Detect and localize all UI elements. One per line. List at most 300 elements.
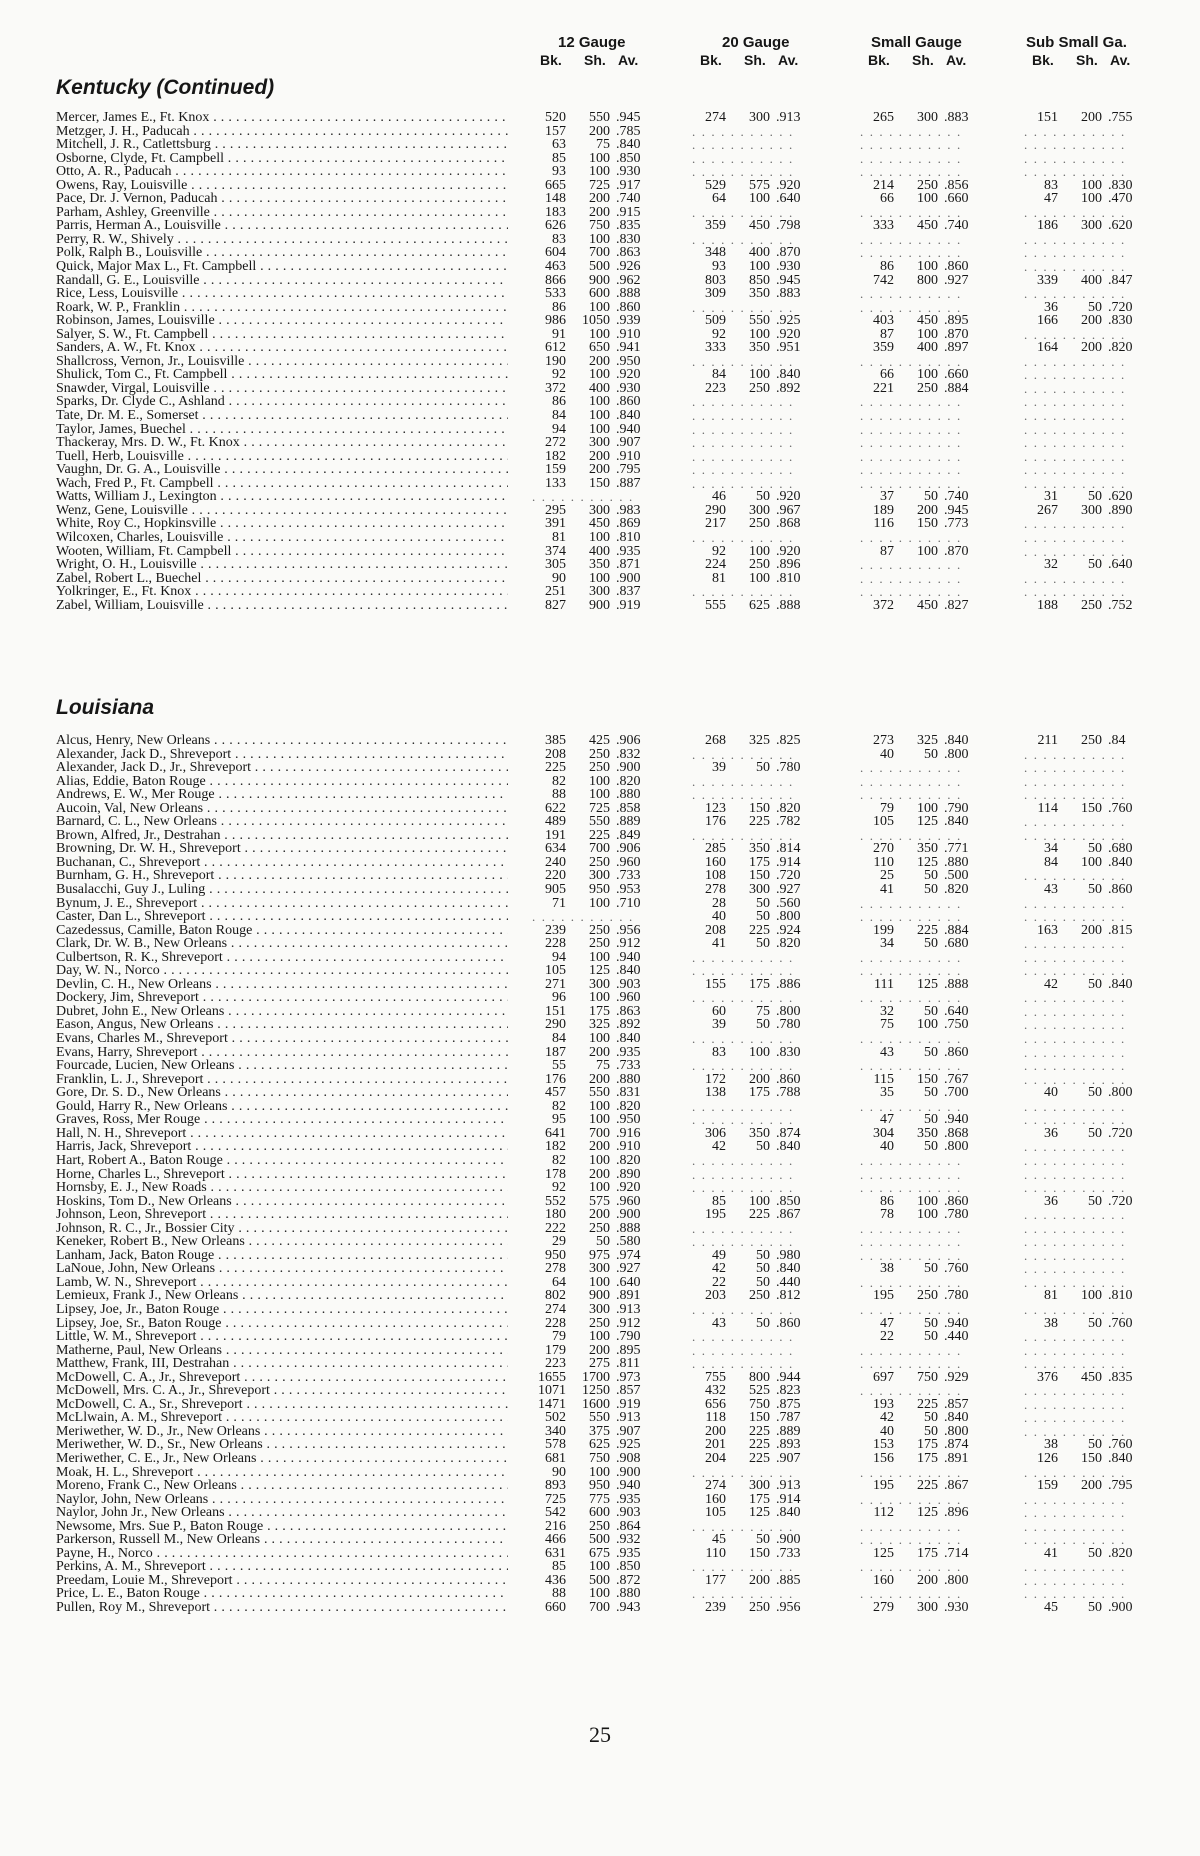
shot-count: 175 [749, 854, 770, 870]
average: .780 [776, 1017, 801, 1033]
shot-count: 225 [917, 1478, 938, 1494]
empty-cell-leader: . . . . . . . . . . . [1024, 543, 1126, 559]
average: .874 [944, 1437, 969, 1453]
table-row [0, 815, 1200, 829]
broke-count: 42 [1044, 976, 1058, 992]
empty-cell-leader: . . . . . . . . . . . [692, 353, 794, 369]
average: .714 [944, 1545, 969, 1561]
empty-cell-leader: . . . . . . . . . . . [692, 299, 794, 315]
table-row [0, 179, 1200, 193]
table-row [0, 423, 1200, 437]
table-row [0, 1018, 1200, 1032]
header-sub-small-gauge: Sub Small Ga. [1026, 34, 1127, 51]
average: .837 [616, 584, 641, 600]
shot-count: 100 [589, 326, 610, 342]
shot-count: 700 [589, 1125, 610, 1141]
empty-cell-leader: . . . . . . . . . . . [692, 137, 794, 153]
broke-count: 802 [545, 1288, 566, 1304]
empty-cell-leader: . . . . . . . . . . . [860, 1152, 962, 1168]
broke-count: 36 [1044, 1193, 1058, 1209]
empty-cell-leader: . . . . . . . . . . . [692, 123, 794, 139]
shot-count: 975 [589, 1247, 610, 1263]
page-number: 25 [589, 1722, 611, 1747]
broke-count: 432 [705, 1383, 726, 1399]
average: .620 [1108, 489, 1133, 505]
shot-count: 450 [917, 597, 938, 613]
shot-count: 200 [1081, 922, 1102, 938]
shot-count: 950 [589, 1478, 610, 1494]
shooter-name: Gore, Dr. S. D., New Orleans . . . [56, 1086, 508, 1100]
broke-count: 39 [712, 1017, 726, 1033]
broke-count: 40 [712, 909, 726, 925]
broke-count: 90 [552, 1464, 566, 1480]
empty-cell-leader: . . . . . . . . . . . [860, 773, 962, 789]
table-row [0, 883, 1200, 897]
shot-count: 50 [756, 760, 770, 776]
empty-cell-leader: . . . . . . . . . . . [692, 394, 794, 410]
empty-cell-leader: . . . . . . . . . . . [1024, 516, 1126, 532]
broke-count: 200 [705, 1423, 726, 1439]
empty-cell-leader: . . . . . . . . . . . [860, 150, 962, 166]
shot-count: 175 [749, 1491, 770, 1507]
shot-count: 100 [589, 787, 610, 803]
shooter-name: Johnson, Leon, Shreveport . . . [56, 1208, 508, 1222]
average: .847 [1108, 272, 1133, 288]
average: .875 [776, 1396, 801, 1412]
broke-count: 177 [705, 1572, 726, 1588]
shooter-name: Burnham, G. H., Shreveport . . . [56, 869, 508, 883]
shot-count: 100 [589, 773, 610, 789]
shot-count: 350 [749, 286, 770, 302]
average: .874 [776, 1125, 801, 1141]
average: .945 [944, 502, 969, 518]
average: .935 [616, 543, 641, 559]
broke-count: 31 [1044, 489, 1058, 505]
empty-cell-leader: . . . . . . . . . . . [860, 1098, 962, 1114]
table-row [0, 897, 1200, 911]
shot-count: 150 [917, 516, 938, 532]
shot-count: 100 [589, 990, 610, 1006]
shot-count: 725 [589, 177, 610, 193]
empty-cell-leader: . . . . . . . . . . . [692, 150, 794, 166]
table-row [0, 165, 1200, 179]
table-row [0, 775, 1200, 789]
shooter-name: Little, W. M., Shreveport . . . [56, 1330, 508, 1344]
table-row [0, 1411, 1200, 1425]
shot-count: 350 [589, 557, 610, 573]
average: .858 [616, 800, 641, 816]
shooter-name: Eason, Angus, New Orleans . . . [56, 1018, 508, 1032]
average: .780 [944, 1207, 969, 1223]
average: .960 [616, 854, 641, 870]
shooter-name: Newsome, Mrs. Sue P., Baton Rouge . . . [56, 1520, 508, 1534]
broke-count: 160 [705, 854, 726, 870]
subheader-bk: Bk. [868, 52, 890, 68]
shot-count: 300 [1081, 218, 1102, 234]
shot-count: 100 [589, 299, 610, 315]
empty-cell-leader: . . . . . . . . . . . [692, 1586, 794, 1602]
empty-cell-leader: . . . . . . . . . . . [860, 123, 962, 139]
average: .962 [616, 272, 641, 288]
table-row [0, 1533, 1200, 1547]
broke-count: 126 [1037, 1450, 1058, 1466]
shot-count: 150 [1081, 800, 1102, 816]
empty-cell-leader: . . . . . . . . . . . [1024, 326, 1126, 342]
average: .840 [616, 963, 641, 979]
shooter-name: Caster, Dan L., Shreveport . . . [56, 910, 508, 924]
table-row [0, 788, 1200, 802]
broke-count: 105 [705, 1505, 726, 1521]
empty-cell-leader: . . . . . . . . . . . [692, 1356, 794, 1372]
empty-cell-leader: . . . . . . . . . . . [1024, 1423, 1126, 1439]
table-row [0, 1262, 1200, 1276]
broke-count: 201 [705, 1437, 726, 1453]
average: .640 [944, 1003, 969, 1019]
empty-cell-leader: . . . . . . . . . . . [692, 164, 794, 180]
average: .927 [616, 1261, 641, 1277]
average: .767 [944, 1071, 969, 1087]
shot-count: 700 [589, 1600, 610, 1615]
broke-count: 118 [705, 1410, 726, 1426]
empty-cell-leader: . . . . . . . . . . . [860, 827, 962, 843]
average: .752 [1108, 597, 1133, 613]
shot-count: 400 [1081, 272, 1102, 288]
empty-cell-leader: . . . . . . . . . . . [692, 475, 794, 491]
table-row [0, 991, 1200, 1005]
shot-count: 550 [589, 110, 610, 125]
shooter-name: Wach, Fred P., Ft. Campbell . . . [56, 477, 508, 491]
shooter-name: Meriwether, C. E., Jr., New Orleans . . . [56, 1452, 508, 1466]
average: .919 [616, 1396, 641, 1412]
table-row [0, 125, 1200, 139]
empty-cell-leader: . . . . . . . . . . . [860, 137, 962, 153]
average: .84 [1108, 733, 1126, 748]
average: .940 [944, 1315, 969, 1331]
shooter-name: Andrews, E. W., Mer Rouge . . . [56, 788, 508, 802]
table-row [0, 1506, 1200, 1520]
broke-count: 40 [880, 1139, 894, 1155]
shot-count: 600 [589, 1505, 610, 1521]
empty-cell-leader: . . . . . . . . . . . [860, 1031, 962, 1047]
broke-count: 270 [873, 841, 894, 857]
average: .891 [616, 1288, 641, 1304]
average: .932 [616, 1532, 641, 1548]
shot-count: 350 [917, 841, 938, 857]
subheader-bk: Bk. [700, 52, 722, 68]
broke-count: 91 [552, 326, 566, 342]
table-row [0, 572, 1200, 586]
shot-count: 50 [756, 1261, 770, 1277]
shot-count: 200 [589, 1207, 610, 1223]
broke-count: 986 [545, 313, 566, 329]
average: .951 [776, 340, 801, 356]
shooter-name: McDowell, C. A., Jr., Shreveport . . . [56, 1371, 508, 1385]
shooter-name: Evans, Charles M., Shreveport . . . [56, 1032, 508, 1046]
shooter-name: Cazedessus, Camille, Baton Rouge . . . [56, 924, 508, 938]
broke-count: 190 [545, 353, 566, 369]
empty-cell-leader: . . . . . . . . . . . [1024, 1301, 1126, 1317]
shot-count: 300 [749, 502, 770, 518]
shot-count: 100 [749, 1193, 770, 1209]
average: .700 [944, 1085, 969, 1101]
average: .886 [776, 976, 801, 992]
average: .945 [776, 272, 801, 288]
table-row [0, 1086, 1200, 1100]
empty-cell-leader: . . . . . . . . . . . [860, 1166, 962, 1182]
broke-count: 681 [545, 1450, 566, 1466]
table-row [0, 504, 1200, 518]
shot-count: 200 [917, 502, 938, 518]
table-row [0, 545, 1200, 559]
shot-count: 50 [924, 1329, 938, 1345]
average: .910 [616, 326, 641, 342]
empty-cell-leader: . . . . . . . . . . . [860, 1383, 962, 1399]
shot-count: 50 [756, 1139, 770, 1155]
shooter-name: Wright, O. H., Louisville . . . [56, 558, 508, 572]
broke-count: 92 [712, 326, 726, 342]
average: .820 [616, 1152, 641, 1168]
shooter-name: Culbertson, R. K., Shreveport . . . [56, 951, 508, 965]
shot-count: 100 [917, 259, 938, 275]
empty-cell-leader: . . . . . . . . . . . [1024, 1234, 1126, 1250]
average: .733 [776, 1545, 801, 1561]
shot-count: 1250 [582, 1383, 610, 1399]
average: .860 [944, 1044, 969, 1060]
shot-count: 900 [589, 1288, 610, 1304]
shooter-name: Hoskins, Tom D., New Orleans . . . [56, 1195, 508, 1209]
empty-cell-leader: . . . . . . . . . . . [1024, 1071, 1126, 1087]
broke-count: 138 [705, 1085, 726, 1101]
shot-count: 300 [589, 868, 610, 884]
broke-count: 755 [705, 1369, 726, 1385]
shot-count: 300 [589, 1301, 610, 1317]
empty-cell-leader: . . . . . . . . . . . [692, 746, 794, 762]
average: .944 [776, 1369, 801, 1385]
average: .924 [776, 922, 801, 938]
empty-cell-leader: . . . . . . . . . . . [692, 1301, 794, 1317]
empty-cell-leader: . . . . . . . . . . . [692, 1518, 794, 1534]
average: .913 [776, 110, 801, 125]
average: .830 [1108, 313, 1133, 329]
broke-count: 159 [1037, 1478, 1058, 1494]
column-subheaders [0, 52, 1200, 70]
shooter-name: Buchanan, C., Shreveport . . . [56, 856, 508, 870]
empty-cell-leader: . . . . . . . . . . . [1024, 1261, 1126, 1277]
broke-count: 304 [873, 1125, 894, 1141]
average: .640 [776, 191, 801, 207]
average: .888 [944, 976, 969, 992]
shooter-name: Thackeray, Mrs. D. W., Ft. Knox . . . [56, 436, 508, 450]
broke-count: 90 [552, 570, 566, 586]
empty-cell-leader: . . . . . . . . . . . [692, 1166, 794, 1182]
shooter-name: Sanders, A. W., Ft. Knox . . . [56, 341, 508, 355]
subheader-av: Av. [946, 52, 967, 68]
subheader-av: Av. [618, 52, 639, 68]
table-row [0, 1222, 1200, 1236]
empty-cell-leader: . . . . . . . . . . . [1024, 408, 1126, 424]
table-row [0, 1195, 1200, 1209]
broke-count: 37 [880, 489, 894, 505]
table-row [0, 1140, 1200, 1154]
shot-count: 100 [589, 1180, 610, 1196]
table-row [0, 246, 1200, 260]
shot-count: 200 [589, 1139, 610, 1155]
broke-count: 93 [712, 259, 726, 275]
average: .900 [616, 760, 641, 776]
broke-count: 372 [873, 597, 894, 613]
empty-cell-leader: . . . . . . . . . . . [860, 1356, 962, 1372]
empty-cell-leader: . . . . . . . . . . . [1024, 1112, 1126, 1128]
broke-count: 40 [1044, 1085, 1058, 1101]
average: .940 [616, 421, 641, 437]
shot-count: 600 [589, 286, 610, 302]
table-row [0, 1574, 1200, 1588]
shot-count: 1600 [582, 1396, 610, 1412]
average: .941 [616, 340, 641, 356]
empty-cell-leader: . . . . . . . . . . . [692, 827, 794, 843]
average: .820 [1108, 1545, 1133, 1561]
table-row [0, 1398, 1200, 1412]
broke-count: 35 [880, 1085, 894, 1101]
broke-count: 290 [545, 1017, 566, 1033]
broke-count: 32 [880, 1003, 894, 1019]
shot-count: 150 [749, 800, 770, 816]
shot-count: 650 [589, 340, 610, 356]
broke-count: 172 [705, 1071, 726, 1087]
empty-cell-leader: . . . . . . . . . . . [1024, 1410, 1126, 1426]
empty-cell-leader: . . . . . . . . . . . [1024, 760, 1126, 776]
average: .935 [616, 1545, 641, 1561]
broke-count: 166 [1037, 313, 1058, 329]
average: .771 [944, 841, 969, 857]
broke-count: 340 [545, 1423, 566, 1439]
average: .860 [616, 299, 641, 315]
table-row [0, 1587, 1200, 1601]
average: .907 [616, 1423, 641, 1439]
broke-count: 186 [1037, 218, 1058, 234]
shot-count: 75 [756, 1003, 770, 1019]
shooter-name: Owens, Ray, Louisville . . . [56, 179, 508, 193]
broke-count: 160 [705, 1491, 726, 1507]
shooter-name: Snawder, Virgal, Louisville . . . [56, 382, 508, 396]
header-12-gauge: 12 Gauge [558, 34, 626, 51]
shot-count: 50 [1088, 557, 1102, 573]
empty-cell-leader: . . . . . . . . . . . [692, 1058, 794, 1074]
shooter-name: Evans, Harry, Shreveport . . . [56, 1046, 508, 1060]
empty-cell-leader: . . . . . . . . . . . [860, 909, 962, 925]
shot-count: 50 [924, 746, 938, 762]
broke-count: 94 [552, 949, 566, 965]
average: .740 [944, 489, 969, 505]
empty-cell-leader: . . . . . . . . . . . [692, 204, 794, 220]
broke-count: 88 [552, 1586, 566, 1602]
average: .893 [776, 1437, 801, 1453]
shooter-name: Vaughn, Dr. G. A., Louisville . . . [56, 463, 508, 477]
broke-count: 86 [880, 1193, 894, 1209]
empty-cell-leader: . . . . . . . . . . . [860, 448, 962, 464]
shot-count: 700 [589, 841, 610, 857]
average: .920 [616, 1180, 641, 1196]
average: .798 [776, 218, 801, 234]
broke-count: 193 [873, 1396, 894, 1412]
broke-count: 240 [545, 854, 566, 870]
shooter-name: Lemieux, Frank J., New Orleans . . . [56, 1289, 508, 1303]
empty-cell-leader: . . . . . . . . . . . [1024, 164, 1126, 180]
broke-count: 228 [545, 1315, 566, 1331]
shot-count: 100 [917, 543, 938, 559]
shot-count: 250 [917, 380, 938, 396]
shot-count: 50 [756, 909, 770, 925]
average: .943 [616, 1600, 641, 1615]
empty-cell-leader: . . . . . . . . . . . [692, 1329, 794, 1345]
shot-count: 550 [589, 814, 610, 830]
shot-count: 50 [924, 1085, 938, 1101]
shot-count: 250 [589, 936, 610, 952]
shot-count: 250 [589, 1315, 610, 1331]
empty-cell-leader: . . . . . . . . . . . [1024, 1247, 1126, 1263]
shot-count: 500 [589, 259, 610, 275]
empty-cell-leader: . . . . . . . . . . . [860, 760, 962, 776]
average: .896 [776, 557, 801, 573]
shot-count: 100 [917, 800, 938, 816]
shooter-name: Shallcross, Vernon, Jr., Louisville . . . [56, 355, 508, 369]
average: .925 [616, 1437, 641, 1453]
broke-count: 222 [545, 1220, 566, 1236]
table-row [0, 761, 1200, 775]
empty-cell-leader: . . . . . . . . . . . [860, 949, 962, 965]
shooter-name: Hornsby, E. J., New Roads . . . [56, 1181, 508, 1195]
shot-count: 350 [917, 1125, 938, 1141]
score-table [0, 734, 1200, 1615]
shot-count: 100 [589, 164, 610, 180]
shot-count: 500 [589, 1572, 610, 1588]
shot-count: 100 [917, 1017, 938, 1033]
table-row [0, 1547, 1200, 1561]
shot-count: 100 [749, 1044, 770, 1060]
shooter-name: Taylor, James, Buechel . . . [56, 423, 508, 437]
broke-count: 28 [712, 895, 726, 911]
table-row [0, 748, 1200, 762]
broke-count: 42 [712, 1261, 726, 1277]
broke-count: 83 [552, 231, 566, 247]
broke-count: 214 [873, 177, 894, 193]
empty-cell-leader: . . . . . . . . . . . [692, 435, 794, 451]
empty-cell-leader: . . . . . . . . . . . [1024, 1505, 1126, 1521]
broke-count: 110 [873, 854, 894, 870]
shot-count: 50 [1088, 882, 1102, 898]
table-row [0, 1100, 1200, 1114]
shot-count: 575 [589, 1193, 610, 1209]
broke-count: 82 [552, 1152, 566, 1168]
table-row [0, 409, 1200, 423]
subheader-sh: Sh. [1076, 52, 1098, 68]
shot-count: 800 [917, 272, 938, 288]
average: .913 [776, 1478, 801, 1494]
shot-count: 100 [589, 1031, 610, 1047]
shot-count: 300 [589, 1261, 610, 1277]
shooter-name: Mercer, James E., Ft. Knox . . . [56, 111, 508, 125]
header-20-gauge: 20 Gauge [722, 34, 790, 51]
shot-count: 150 [917, 1071, 938, 1087]
shot-count: 50 [756, 936, 770, 952]
shot-count: 250 [749, 516, 770, 532]
shot-count: 300 [589, 502, 610, 518]
average: .860 [776, 1071, 801, 1087]
shot-count: 100 [589, 394, 610, 410]
average: .868 [776, 516, 801, 532]
broke-count: 578 [545, 1437, 566, 1453]
empty-cell-leader: . . . . . . . . . . . [692, 1098, 794, 1114]
